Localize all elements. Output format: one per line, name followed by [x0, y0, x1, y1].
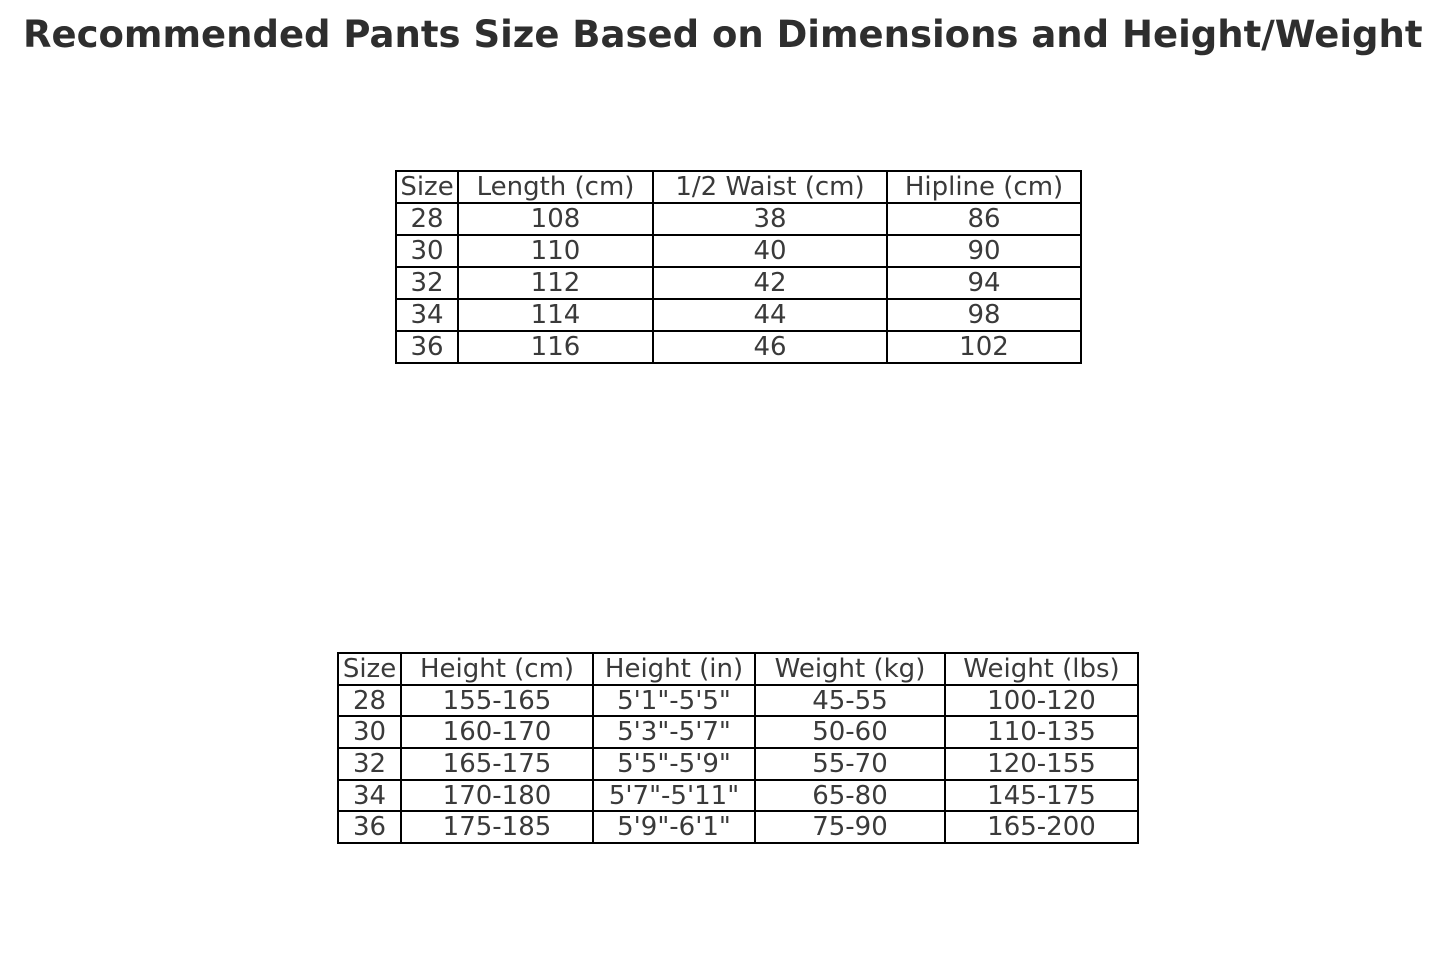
table-cell: 55-70: [755, 748, 945, 780]
table-cell: 110: [458, 235, 653, 267]
height-weight-table-head: [338, 653, 1138, 685]
dimensions-table: [395, 170, 1082, 364]
table-row: [396, 299, 1081, 331]
dimensions-table-body: [396, 203, 1081, 363]
table-cell: 5'3"-5'7": [593, 716, 755, 748]
table-cell: 165-200: [945, 811, 1138, 843]
height-weight-table: [337, 652, 1139, 844]
table-cell: 94: [887, 267, 1081, 299]
table-cell: 155-165: [401, 685, 593, 717]
table-cell: 30: [338, 716, 401, 748]
table-row: [396, 235, 1081, 267]
table-cell: 75-90: [755, 811, 945, 843]
table-header-row: [396, 171, 1081, 203]
table-cell: 40: [653, 235, 887, 267]
figure-title: Recommended Pants Size Based on Dimensions and Height/Weight: [23, 13, 1423, 56]
table-cell: 36: [396, 331, 458, 363]
table-cell: 112: [458, 267, 653, 299]
table-cell: 5'1"-5'5": [593, 685, 755, 717]
table-cell: 170-180: [401, 780, 593, 812]
table-cell: 42: [653, 267, 887, 299]
table-cell: 30: [396, 235, 458, 267]
table-cell: 100-120: [945, 685, 1138, 717]
table-cell: 90: [887, 235, 1081, 267]
table-cell: 50-60: [755, 716, 945, 748]
table-row: [338, 716, 1138, 748]
table-cell: 5'7"-5'11": [593, 780, 755, 812]
table-cell: 44: [653, 299, 887, 331]
table-cell: 28: [338, 685, 401, 717]
table-cell: 34: [338, 780, 401, 812]
table-cell: 98: [887, 299, 1081, 331]
height-weight-table-body: [338, 685, 1138, 843]
table-cell: 46: [653, 331, 887, 363]
table-cell: 116: [458, 331, 653, 363]
table-cell: 5'9"-6'1": [593, 811, 755, 843]
table-row: [396, 203, 1081, 235]
table-cell: 165-175: [401, 748, 593, 780]
table-cell: 28: [396, 203, 458, 235]
column-header: Height (cm): [401, 653, 593, 685]
table-cell: 120-155: [945, 748, 1138, 780]
table-cell: 145-175: [945, 780, 1138, 812]
table-cell: 108: [458, 203, 653, 235]
column-header: Weight (kg): [755, 653, 945, 685]
table-cell: 65-80: [755, 780, 945, 812]
table-cell: 110-135: [945, 716, 1138, 748]
column-header: Weight (lbs): [945, 653, 1138, 685]
table-row: [338, 748, 1138, 780]
table-cell: 38: [653, 203, 887, 235]
table-cell: 175-185: [401, 811, 593, 843]
column-header: Size: [396, 171, 458, 203]
column-header: Length (cm): [458, 171, 653, 203]
column-header: Hipline (cm): [887, 171, 1081, 203]
table-cell: 160-170: [401, 716, 593, 748]
table-header-row: [338, 653, 1138, 685]
table-row: [338, 685, 1138, 717]
table-cell: 114: [458, 299, 653, 331]
table-cell: 86: [887, 203, 1081, 235]
table-row: [338, 811, 1138, 843]
table-row: [396, 331, 1081, 363]
table-cell: 34: [396, 299, 458, 331]
column-header: Height (in): [593, 653, 755, 685]
table-cell: 45-55: [755, 685, 945, 717]
table-cell: 32: [338, 748, 401, 780]
table-cell: 102: [887, 331, 1081, 363]
table-cell: 36: [338, 811, 401, 843]
table-row: [338, 780, 1138, 812]
column-header: Size: [338, 653, 401, 685]
table-cell: 32: [396, 267, 458, 299]
table-row: [396, 267, 1081, 299]
column-header: 1/2 Waist (cm): [653, 171, 887, 203]
table-cell: 5'5"-5'9": [593, 748, 755, 780]
dimensions-table-head: [396, 171, 1081, 203]
